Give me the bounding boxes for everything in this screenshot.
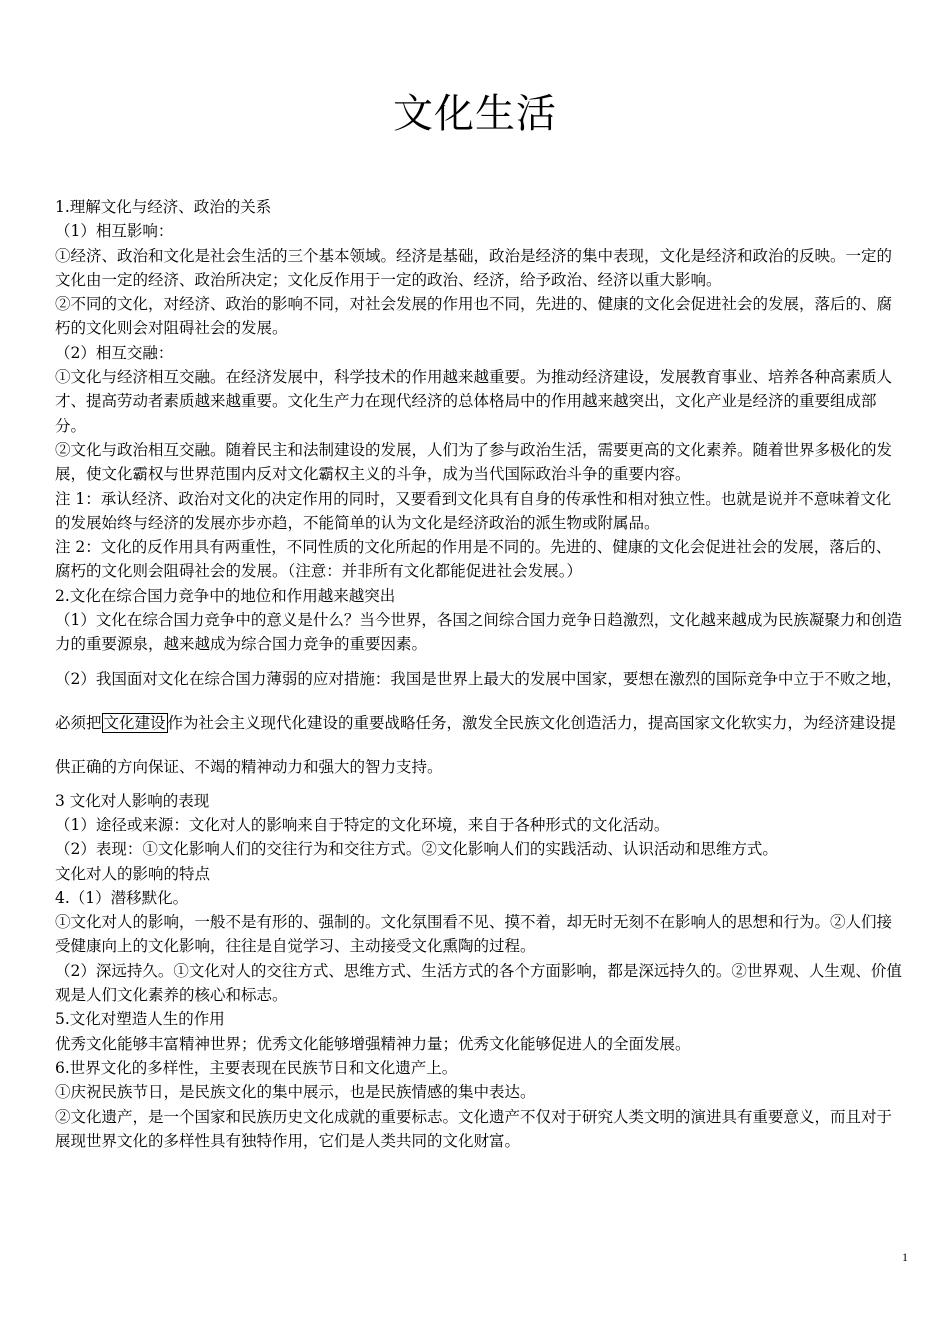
paragraph: ②不同的文化，对经济、政治的影响不同，对社会发展的作用也不同，先进的、健康的文化会促进社会的发展，落后的、腐朽的文化则会对阻碍社会的发展。 (55, 295, 893, 338)
section-heading: 6.世界文化的多样性，主要表现在民族节日和文化遗产上。 (55, 1058, 458, 1077)
paragraph: 优秀文化能够丰富精神世界；优秀文化能够增强精神力量；优秀文化能够促进人的全面发展。 (55, 1034, 691, 1053)
document-body (55, 195, 905, 1153)
page-title: 文化生活 (393, 91, 557, 137)
paragraph: ①庆祝民族节日，是民族文化的集中展示，也是民族情感的集中表达。 (55, 1083, 536, 1102)
paragraph-with-boxed-term (55, 657, 905, 789)
section-heading: 4.（1）潜移默化。 (55, 888, 189, 907)
section-heading: 3 文化对人影响的表现 (55, 791, 210, 810)
subsection-heading: 文化对人的影响的特点 (55, 864, 211, 883)
note: 注 2：文化的反作用具有两重性，不同性质的文化所起的作用是不同的。先进的、健康的文化会促进社会的发展，落后的、腐朽的文化则会阻碍社会的发展。（注意：并非所有文化都能促进社会发展。） (55, 538, 892, 581)
subsection-heading: （2）相互交融： (55, 343, 174, 362)
paragraph: （1）途径或来源：文化对人的影响来自于特定的文化环境，来自于各种形式的文化活动。 (55, 815, 670, 834)
paragraph: ②文化遗产，是一个国家和民族历史文化成就的重要标志。文化遗产不仅对于研究人类文明的演进具有重要意义，而且对于展现世界文化的多样性具有独特作用，它们是人类共同的文化财富。 (55, 1107, 893, 1150)
paragraph: ②文化与政治相互交融。随着民主和法制建设的发展，人们为了参与政治生活，需要更高的文化素养。随着世界多极化的发展，使文化霸权与世界范围内反对文化霸权主义的斗争，成为当代国际政治斗争的重要内容。 (55, 440, 893, 484)
paragraph: （2）表现：①文化影响人们的交往行为和交往方式。②文化影响人们的实践活动、认识活动和思维方式。 (55, 840, 778, 859)
paragraph-text: （2）我国面对文化在综合国力薄弱的应对措施：我国是世界上最大的发展中国家，要想在激烈的国际竞争中立于不败之地，必须把 (55, 669, 902, 732)
section-heading: 2.文化在综合国力竞争中的地位和作用越来越突出 (55, 586, 396, 605)
paragraph-text: 作为社会主义现代化建设的重要战略任务，激发全民族文化创造活力，提高国家文化软实力，为经济建设提供正确的方向保证、不竭的精神动力和强大的智力支持。 (55, 713, 897, 776)
boxed-term: 文化建设 (103, 713, 166, 732)
section-heading: 5.文化对塑造人生的作用 (55, 1010, 225, 1029)
paragraph: （2）深远持久。①文化对人的交往方式、思维方式、生活方式的各个方面影响，都是深远持久的。②世界观、人生观、价值观是人们文化素养的核心和标志。 (55, 961, 902, 1005)
paragraph: （1）文化在综合国力竞争中的意义是什么？当今世界，各国之间综合国力竞争日趋激烈，文化越来越成为民族凝聚力和创造力的重要源泉，越来越成为综合国力竞争的重要因素。 (55, 611, 902, 654)
note: 注 1：承认经济、政治对文化的决定作用的同时，又要看到文化具有自身的传承性和相对独立性。也就是说并不意味着文化的发展始终与经济的发展亦步亦趋，不能简单的认为文化是经济政治的派生物或附属品。 (55, 489, 892, 532)
section-heading: 1.理解文化与经济、政治的关系 (55, 198, 272, 216)
page-number: 1 (902, 1250, 908, 1264)
paragraph: ①文化对人的影响，一般不是有形的、强制的。文化氛围看不见、摸不着，却无时无刻不在影响人的思想和行为。②人们接受健康向上的文化影响，往往是自觉学习、主动接受文化熏陶的过程。 (55, 913, 893, 956)
paragraph: ①文化与经济相互交融。在经济发展中，科学技术的作用越来越重要。为推动经济建设，发展教育事业、培养各种高素质人才、提高劳动者素质越来越重要。文化生产力在现代经济的总体格局中的作用越来越突出，文化产业是经济的重要组成部分。 (55, 368, 893, 435)
subsection-heading: （1）相互影响： (55, 222, 174, 241)
paragraph: ①经济、政治和文化是社会生活的三个基本领域。经济是基础，政治是经济的集中表现，文化是经济和政治的反映。一定的文化由一定的经济、政治所决定；文化反作用于一定的政治、经济，给予政治、经济以重大影响。 (55, 246, 893, 289)
